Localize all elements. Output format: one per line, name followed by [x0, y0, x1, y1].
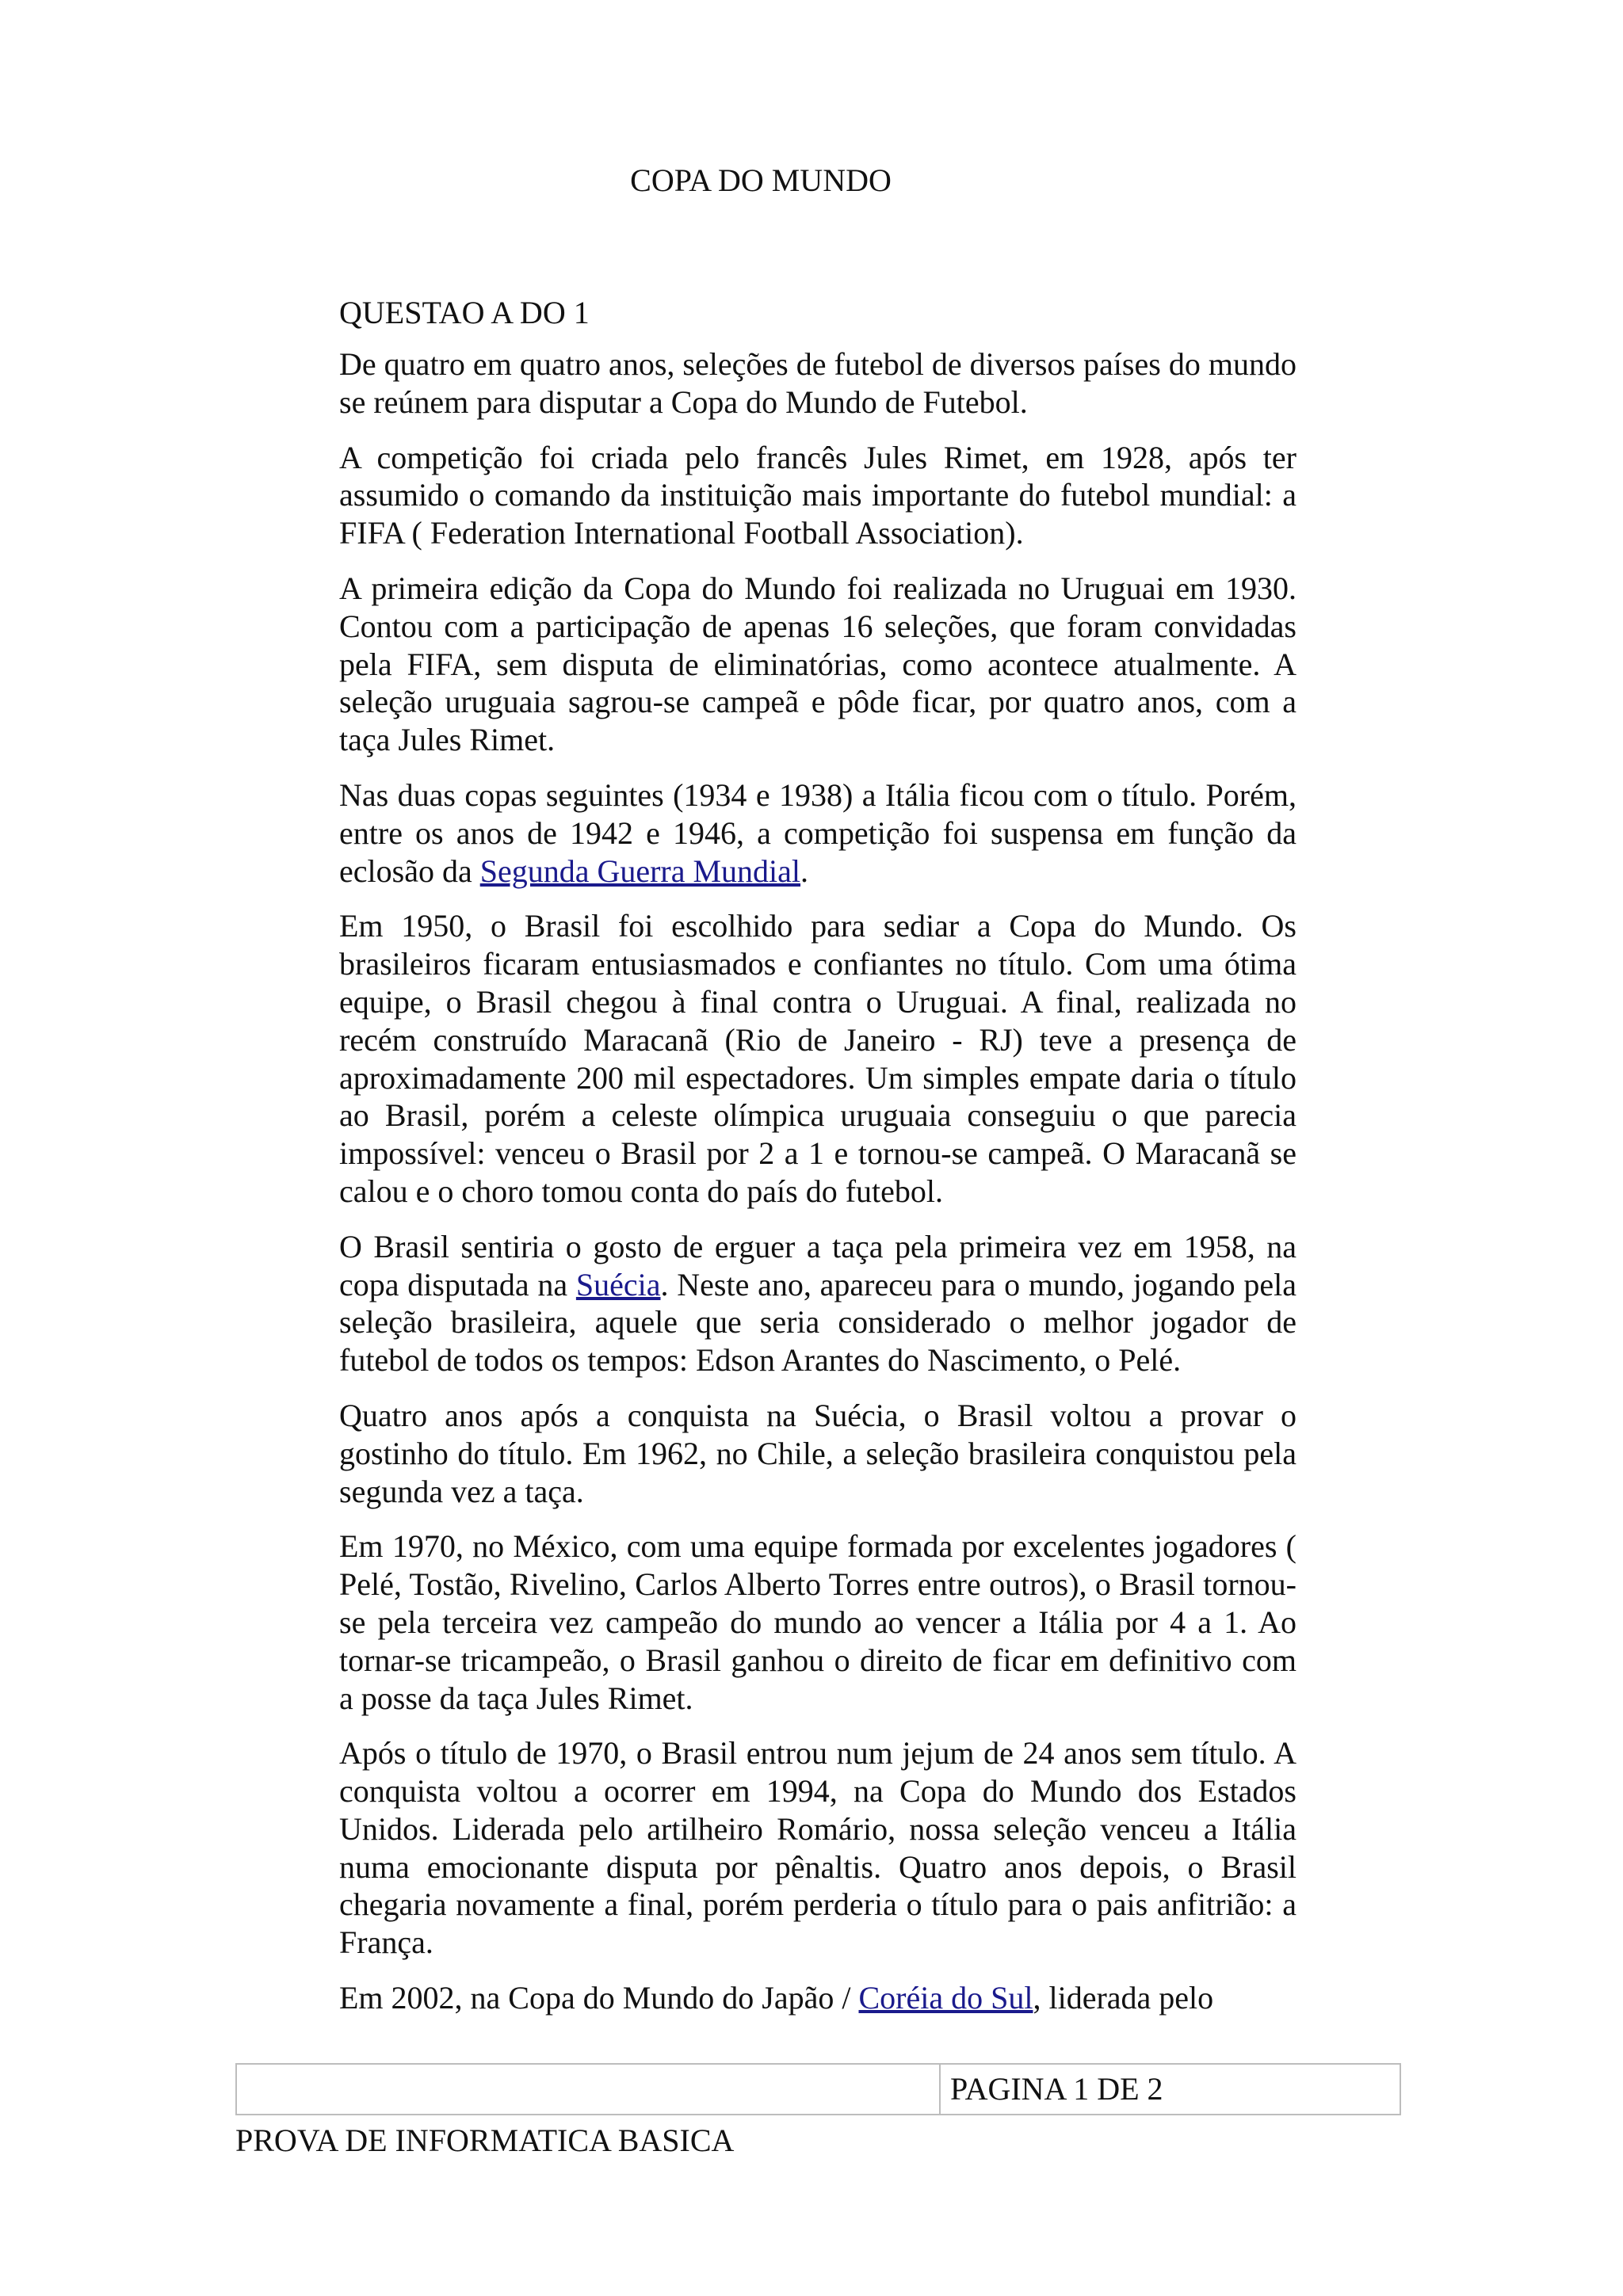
- paragraph-4: [339, 776, 1296, 890]
- page-title: COPA DO MUNDO: [630, 162, 892, 198]
- footer-cell-empty: [237, 2065, 941, 2114]
- paragraph-4-text: Nas duas copas seguintes (1934 e 1938) a Itália ficou com o título. Porém, entre os anos de 1942 e 1946, a competição foi suspensa em função da eclosão da: [339, 776, 1296, 889]
- page-indicator: PAGINA 1 DE 2: [950, 2071, 1163, 2107]
- footer-table: [235, 2063, 1401, 2115]
- link-coreia-do-sul[interactable]: Coréia do Sul: [858, 1980, 1033, 2016]
- paragraph-6: [339, 1228, 1296, 1379]
- paragraph-1: De quatro em quatro anos, seleções de futebol de diversos países do mundo se reúnem para disputar a Copa do Mundo de Futebol.: [339, 346, 1296, 420]
- link-suecia[interactable]: Suécia: [575, 1266, 661, 1302]
- paragraph-6-end: . Neste ano, apareceu para o mundo, jogando pela seleção brasileira, aquele que seria considerado o melhor jogador de futebol de todos os tempos: Edson Arantes do Nascimento, o Pelé.: [339, 1266, 1296, 1379]
- paragraph-6-text: O Brasil sentiria o gosto de erguer a taça pela primeira vez em 1958, na copa disputada na: [339, 1228, 1296, 1302]
- paragraph-10-end: , liderada pelo: [1033, 1980, 1214, 2016]
- link-segunda-guerra-mundial[interactable]: Segunda Guerra Mundial: [479, 852, 801, 889]
- paragraph-9: Após o título de 1970, o Brasil entrou num jejum de 24 anos sem título. A conquista voltou a ocorrer em 1994, na Copa do Mundo dos Estados Unidos. Liderada pelo artilheiro Romário, nossa seleção venceu a Itália numa emocionante disputa por pênaltis. Quatro anos depois, o Brasil chegaria novamente a final, porém perderia o título para o pais anfitrião: a França.: [339, 1735, 1296, 1961]
- paragraph-3: A primeira edição da Copa do Mundo foi realizada no Uruguai em 1930. Contou com a participação de apenas 16 seleções, que foram convidadas pela FIFA, sem disputa de eliminatórias, como acontece atualmente. A seleção uruguaia sagrou-se campeã e pôde ficar, por quatro anos, com a taça Jules Rimet.: [339, 570, 1296, 758]
- paragraph-8: Em 1970, no México, com uma equipe formada por excelentes jogadores ( Pelé, Tostão, Rivelino, Carlos Alberto Torres entre outros), o Brasil tornou-se pela terceira vez campeão do mundo ao vencer a Itália por 4 a 1. Ao tornar-se tricampeão, o Brasil ganhou o direito de ficar em definitivo com a posse da taça Jules Rimet.: [339, 1528, 1296, 1716]
- footer-text: PROVA DE INFORMATICA BASICA: [235, 2122, 735, 2158]
- paragraph-5: Em 1950, o Brasil foi escolhido para sediar a Copa do Mundo. Os brasileiros ficaram entusiasmados e confiantes no título. Com uma ótima equipe, o Brasil chegou à final contra o Uruguai. A final, realizada no recém construído Maracanã (Rio de Janeiro - RJ) teve a presença de aproximadamente 200 mil espectadores. Um simples empate daria o título ao Brasil, porém a celeste olímpica uruguaia conseguiu o que parecia impossível: venceu o Brasil por 2 a 1 e tornou-se campeã. O Maracanã se calou e o choro tomou conta do país do futebol.: [339, 908, 1296, 1209]
- document-body: [339, 345, 1296, 2035]
- paragraph-7: Quatro anos após a conquista na Suécia, o Brasil voltou a provar o gostinho do título. Em 1962, no Chile, a seleção brasileira conquistou pela segunda vez a taça.: [339, 1397, 1296, 1509]
- paragraph-2: A competição foi criada pelo francês Jules Rimet, em 1928, após ter assumido o comando da instituição mais importante do futebol mundial: a FIFA ( Federation International Football Association).: [339, 439, 1296, 551]
- paragraph-10: [339, 1979, 1296, 2017]
- paragraph-10-text: Em 2002, na Copa do Mundo do Japão /: [339, 1980, 859, 2016]
- paragraph-4-end: .: [800, 852, 809, 889]
- question-label: QUESTAO A DO 1: [339, 295, 590, 330]
